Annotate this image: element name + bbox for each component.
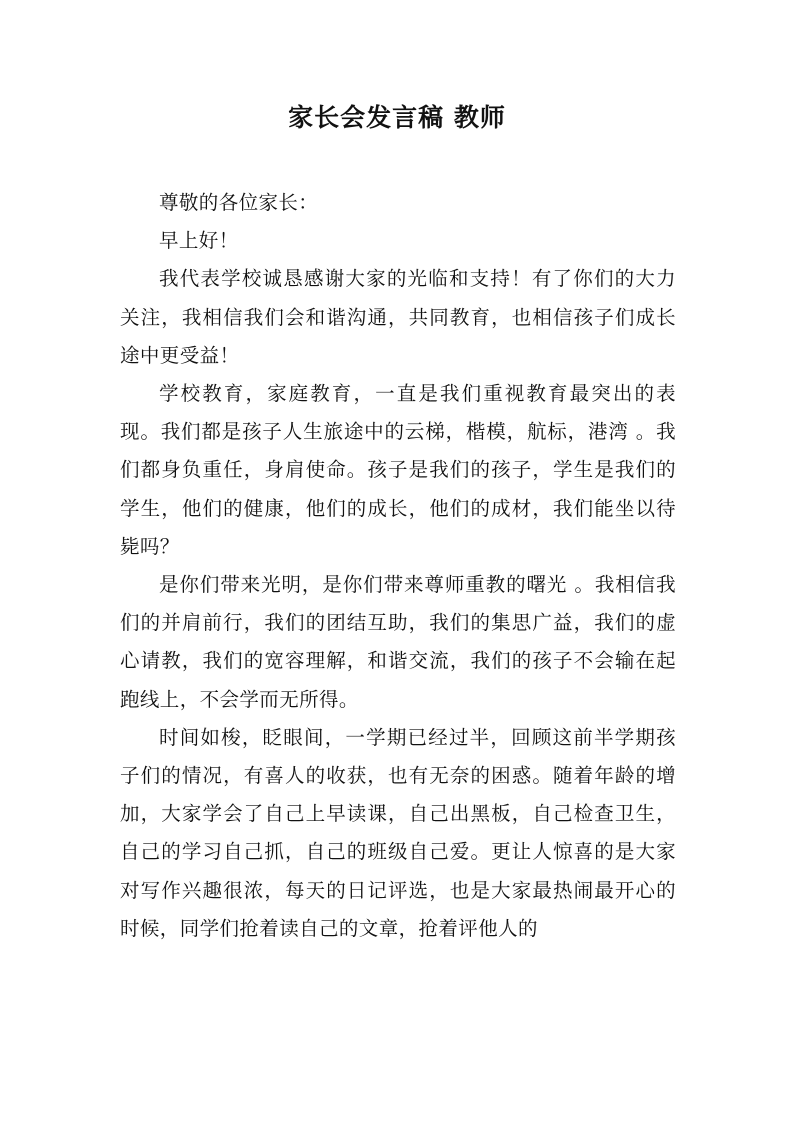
document-title: 家长会发言稿 教师 (288, 103, 506, 132)
paragraph-morning: 早上好！ (159, 229, 239, 253)
paragraph-greeting: 尊敬的各位家长： (159, 191, 319, 214)
paragraph-review: 时间如梭，眨眼间，一学期已经过半，回顾这前半学期孩子们的情况，有喜人的收获，也有无奈的困惑。随着年龄的增加，大家学会了自己上早读课，自己出黑板，自己检查卫生，自己的学习自己抓，自己的班级自己爱。更让人惊喜的是大家对写作兴趣很浓，每天的日记评选，也是大家最热闹最开心的时候，同学们抢着读自己的文章，抢着评他人的 (120, 725, 676, 940)
paragraph-cooperation: 是你们带来光明，是你们带来尊师重教的曙光 。我相信我们的并肩前行，我们的团结互助，我们的集思广益，我们的虚心请教，我们的宽容理解，和谐交流，我们的孩子不会输在起跑线上，不会学而无所得。 (120, 573, 676, 711)
paragraph-thanks: 我代表学校诚恳感谢大家的光临和支持！有了你们的大力关注，我相信我们会和谐沟通，共同教育，也相信孩子们成长途中更受益！ (120, 267, 676, 367)
paragraph-education: 学校教育，家庭教育，一直是我们重视教育最突出的表现。我们都是孩子人生旅途中的云梯，楷模，航标，港湾 。我们都身负重任，身肩使命。孩子是我们的孩子，学生是我们的学生，他们的健康，他们的成长，他们的成材，我们能坐以待毙吗？ (120, 382, 676, 558)
document-body (120, 184, 676, 948)
